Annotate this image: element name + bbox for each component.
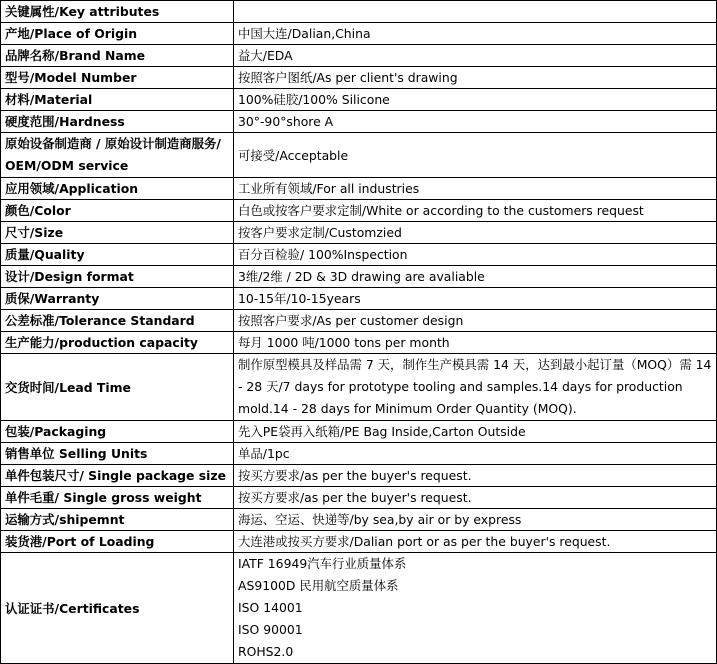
table-row xyxy=(1,222,717,244)
attribute-value: 单品/1pc xyxy=(234,443,717,465)
attribute-key: 品牌名称/Brand Name xyxy=(1,45,234,67)
certificates-key: 认证证书/Certificates xyxy=(1,553,234,664)
attribute-value: 白色或按客户要求定制/White or according to the customers request xyxy=(234,200,717,222)
attribute-value: 中国大连/Dalian,China xyxy=(234,23,717,45)
attribute-key: 质保/Warranty xyxy=(1,288,234,310)
attribute-value: 10-15年/10-15years xyxy=(234,288,717,310)
attribute-key: 单件毛重/ Single gross weight xyxy=(1,487,234,509)
attribute-value: 100%硅胶/100% Silicone xyxy=(234,89,717,111)
attribute-key: 设计/Design format xyxy=(1,266,234,288)
attribute-key: 包装/Packaging xyxy=(1,421,234,443)
attribute-value: 按买方要求/as per the buyer's request. xyxy=(234,465,717,487)
table-row xyxy=(1,111,717,133)
attribute-key: 质量/Quality xyxy=(1,244,234,266)
attribute-value: 按照客户图纸/As per client's drawing xyxy=(234,67,717,89)
attribute-key: 尺寸/Size xyxy=(1,222,234,244)
attribute-key: 应用领域/Application xyxy=(1,178,234,200)
certificates-list xyxy=(234,553,717,664)
attribute-key: 材料/Material xyxy=(1,89,234,111)
attribute-value: 先入PE袋再入纸箱/PE Bag Inside,Carton Outside xyxy=(234,421,717,443)
table-row xyxy=(1,421,717,443)
table-row xyxy=(1,200,717,222)
table-row xyxy=(1,487,717,509)
table-row xyxy=(1,23,717,45)
attribute-key: 公差标准/Tolerance Standard xyxy=(1,310,234,332)
certificate-item: AS9100D 民用航空质量体系 xyxy=(238,578,399,593)
attribute-value: 海运、空运、快递等/by sea,by air or by express xyxy=(234,509,717,531)
table-row xyxy=(1,244,717,266)
attribute-key: 原始设备制造商 / 原始设计制造商服务/ OEM/ODM service xyxy=(1,133,234,178)
table-row xyxy=(1,443,717,465)
table-row xyxy=(1,310,717,332)
attribute-key: 硬度范围/Hardness xyxy=(1,111,234,133)
certificate-item: IATF 16949汽车行业质量体系 xyxy=(238,556,407,571)
table-row xyxy=(1,531,717,553)
header-key-cell: 关键属性/Key attributes xyxy=(1,1,234,23)
certificate-item: ROHS2.0 xyxy=(238,644,294,659)
attribute-value: 按客户要求定制/Customzied xyxy=(234,222,717,244)
table-row xyxy=(1,1,717,23)
attribute-key: 交货时间/Lead Time xyxy=(1,354,234,421)
table-row xyxy=(1,67,717,89)
attribute-key: 装货港/Port of Loading xyxy=(1,531,234,553)
attribute-key: 销售单位 Selling Units xyxy=(1,443,234,465)
header-value-cell xyxy=(234,1,717,23)
attribute-value: 大连港或按买方要求/Dalian port or as per the buyer's request. xyxy=(234,531,717,553)
attribute-value: 按照客户要求/As per customer design xyxy=(234,310,717,332)
attribute-value: 按买方要求/as per the buyer's request. xyxy=(234,487,717,509)
table-row xyxy=(1,465,717,487)
certificate-item: ISO 14001 xyxy=(238,600,303,615)
attribute-key: 颜色/Color xyxy=(1,200,234,222)
attribute-key: 产地/Place of Origin xyxy=(1,23,234,45)
table-row xyxy=(1,266,717,288)
table-row xyxy=(1,509,717,531)
attribute-key: 运输方式/shipemnt xyxy=(1,509,234,531)
attribute-key: 型号/Model Number xyxy=(1,67,234,89)
attribute-value: 益大/EDA xyxy=(234,45,717,67)
table-row xyxy=(1,288,717,310)
attribute-value: 每月 1000 吨/1000 tons per month xyxy=(234,332,717,354)
certificate-item: ISO 90001 xyxy=(238,622,303,637)
attribute-value: 30°-90°shore A xyxy=(234,111,717,133)
table-row xyxy=(1,354,717,421)
table-row xyxy=(1,178,717,200)
attribute-key: 生产能力/production capacity xyxy=(1,332,234,354)
table-row xyxy=(1,89,717,111)
attribute-value: 可接受/Acceptable xyxy=(234,133,717,178)
attribute-value: 3维/2维 / 2D & 3D drawing are avaliable xyxy=(234,266,717,288)
attribute-value: 制作原型模具及样品需 7 天，制作生产模具需 14 天，达到最小起订量（MOQ）需 14 - 28 天/7 days for prototype tooling and samples.14 days for production mold.14 - 28 days for Minimum Order Quantity (MOQ). xyxy=(234,354,717,421)
table-row xyxy=(1,332,717,354)
table-row xyxy=(1,45,717,67)
table-row xyxy=(1,133,717,178)
attribute-value: 百分百检验/ 100%Inspection xyxy=(234,244,717,266)
attribute-key: 单件包装尺寸/ Single package size xyxy=(1,465,234,487)
attribute-value: 工业所有领域/For all industries xyxy=(234,178,717,200)
table-row xyxy=(1,553,717,664)
